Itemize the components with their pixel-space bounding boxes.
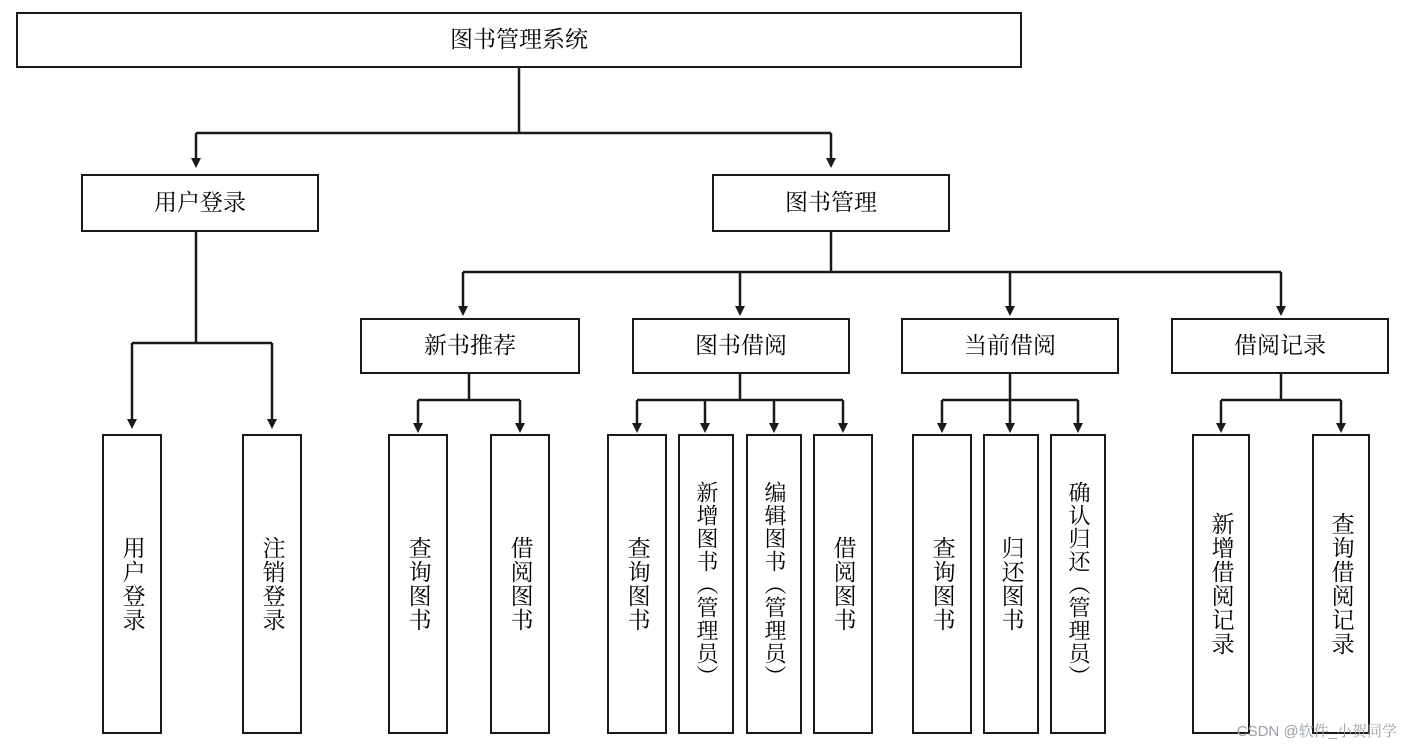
node-leaf-logout-label: 注销登录: [259, 536, 286, 632]
node-leaf-add-book: [678, 434, 734, 734]
node-leaf-query-book-2: [607, 434, 667, 734]
node-leaf-add-book-label: 新增图书（管理员）: [693, 480, 719, 688]
watermark: CSDN @软件_小贺同学: [1236, 723, 1397, 740]
node-book-borrow-label: 图书借阅: [695, 332, 787, 359]
node-borrow-record-label: 借阅记录: [1234, 332, 1326, 359]
node-current-borrow: [901, 318, 1119, 374]
node-leaf-query-book-1-label: 查询图书: [405, 536, 432, 632]
node-leaf-query-book-3: [912, 434, 972, 734]
node-borrow-record: [1171, 318, 1389, 374]
node-leaf-borrow-book-2: [813, 434, 873, 734]
node-leaf-borrow-book-1: [490, 434, 550, 734]
node-leaf-return-book-label: 归还图书: [998, 536, 1025, 632]
node-leaf-borrow-book-2-label: 借阅图书: [830, 536, 857, 632]
node-leaf-return-book: [983, 434, 1039, 734]
node-leaf-edit-book-label: 编辑图书（管理员）: [761, 480, 787, 688]
node-book-manage: [712, 174, 950, 232]
node-leaf-confirm-return: [1050, 434, 1106, 734]
node-leaf-query-book-1: [388, 434, 448, 734]
node-book-manage-label: 图书管理: [785, 189, 877, 216]
node-leaf-logout: [242, 434, 302, 734]
node-root-label: 图书管理系统: [450, 26, 588, 53]
node-leaf-user-login: [102, 434, 162, 734]
node-leaf-user-login-label: 用户登录: [119, 536, 146, 632]
node-leaf-add-record-label: 新增借阅记录: [1208, 512, 1235, 656]
node-leaf-add-record: [1192, 434, 1250, 734]
node-new-book-recommend: [360, 318, 580, 374]
node-new-book-recommend-label: 新书推荐: [424, 332, 516, 359]
node-user-login-label: 用户登录: [154, 189, 246, 216]
node-book-borrow: [632, 318, 850, 374]
node-leaf-edit-book: [746, 434, 802, 734]
node-leaf-borrow-book-1-label: 借阅图书: [507, 536, 534, 632]
node-current-borrow-label: 当前借阅: [964, 332, 1056, 359]
node-leaf-query-record: [1312, 434, 1370, 734]
node-leaf-query-book-2-label: 查询图书: [624, 536, 651, 632]
node-user-login: [81, 174, 319, 232]
node-leaf-query-book-3-label: 查询图书: [929, 536, 956, 632]
node-leaf-confirm-return-label: 确认归还（管理员）: [1065, 480, 1091, 688]
node-root: [16, 12, 1022, 68]
node-leaf-query-record-label: 查询借阅记录: [1328, 512, 1355, 656]
